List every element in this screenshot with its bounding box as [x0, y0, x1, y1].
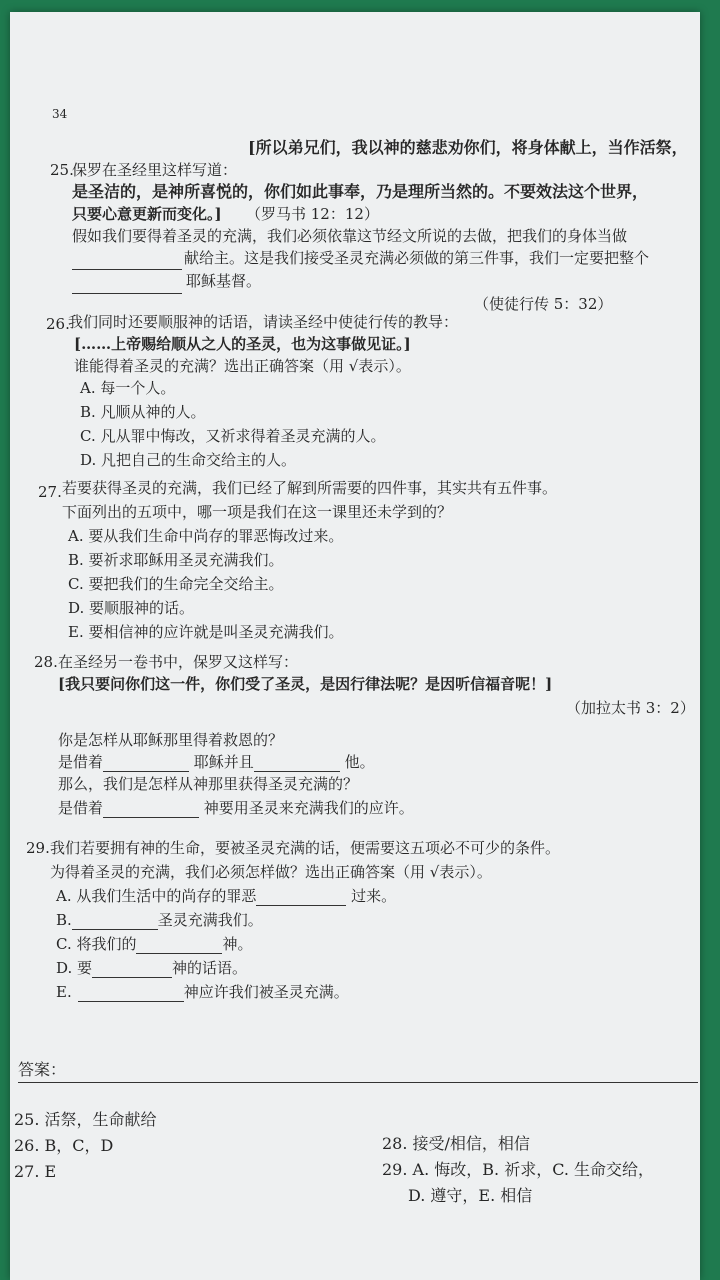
q27-option-b[interactable]: B. 要祈求耶稣用圣灵充满我们。 — [68, 551, 284, 569]
q29-option-d[interactable] — [56, 958, 247, 978]
q29-blank-c[interactable] — [136, 938, 222, 954]
q29-option-a-text: A. 从我们生活中的尚存的罪恶 — [56, 887, 257, 905]
q28-fill-2-prefix: 是借着 — [58, 799, 104, 817]
q25-intro: 保罗在圣经里这样写道： — [72, 161, 238, 179]
q29-option-c-suffix: 神。 — [222, 935, 253, 953]
q28-fill-1-suffix: 他。 — [344, 753, 375, 771]
answers-divider — [18, 1082, 698, 1083]
q26-text-line1: 我们同时还要顺服神的话语，请读圣经中使徒行传的教导： — [68, 313, 459, 331]
q29-option-e-text: E. — [56, 983, 72, 1001]
q28-text-line1: 在圣经另一卷书中，保罗又这样写： — [58, 653, 299, 671]
q29-blank-e[interactable] — [78, 986, 184, 1002]
answer-25: 25. 活祭，生命献给 — [14, 1110, 157, 1129]
q28-fill-2-suffix: 神要用圣灵来充满我们的应许。 — [203, 799, 414, 817]
q29-option-e[interactable] — [56, 982, 349, 1002]
q26-reference: （使徒行传 5：32） — [474, 295, 613, 313]
q28-fill-1-mid: 耶稣并且 — [193, 753, 254, 771]
q29-text-line1: 我们若要拥有神的生命，要被圣灵充满的话，便需要这五项必不可少的条件。 — [50, 839, 561, 857]
q28-fill-line-1 — [58, 752, 375, 772]
q29-option-d-text: D. 要 — [56, 959, 93, 977]
q29-option-b[interactable] — [56, 910, 263, 930]
q25-blank-1-row — [72, 250, 182, 270]
q29-blank-b[interactable] — [72, 914, 158, 930]
q28-fill-1-prefix: 是借着 — [58, 753, 104, 771]
q27-number: 27. — [38, 483, 62, 501]
q25-quote-line2: 是圣洁的，是神所喜悦的，你们如此事奉，乃是理所当然的。不要效法这个世界， — [72, 182, 649, 201]
q28-question-2: 那么，我们是怎样从神那里获得圣灵充满的？ — [58, 775, 359, 793]
q25-blank-1[interactable] — [72, 254, 182, 270]
q27-text-line1: 若要获得圣灵的充满，我们已经了解到所需要的四件事，其实共有五件事。 — [62, 479, 558, 497]
q26-question: 谁能得着圣灵的充满？选出正确答案（用 √表示）。 — [74, 357, 411, 375]
q28-question-1: 你是怎样从耶稣那里得着救恩的？ — [58, 731, 284, 749]
q27-option-a[interactable]: A. 要从我们生命中尚存的罪恶悔改过来。 — [68, 527, 344, 545]
q29-option-e-suffix: 神应许我们被圣灵充满。 — [183, 983, 349, 1001]
q25-blank-2[interactable] — [72, 278, 182, 294]
q29-option-a[interactable] — [56, 886, 396, 906]
q28-quote: [我只要问你们这一件，你们受了圣灵，是因行律法呢？是因听信福音呢！] — [58, 675, 553, 693]
q28-blank-1[interactable] — [103, 756, 189, 772]
workbook-page — [10, 12, 700, 1280]
q25-quote-line1: [所以弟兄们，我以神的慈悲劝你们，将身体献上，当作活祭， — [248, 138, 688, 157]
page-number: 34 — [52, 107, 68, 121]
answer-28: 28. 接受/相信，相信 — [382, 1134, 530, 1153]
answer-29-line1: 29. A. 悔改，B. 祈求，C. 生命交给， — [382, 1160, 655, 1179]
q29-option-c[interactable] — [56, 934, 253, 954]
q25-text-line4: 假如我们要得着圣灵的充满，我们必须依靠这节经文所说的去做，把我们的身体当做 — [72, 227, 628, 245]
q27-text-line2: 下面列出的五项中，哪一项是我们在这一课里还未学到的？ — [62, 503, 453, 521]
q29-blank-d[interactable] — [92, 962, 172, 978]
q29-option-b-text: B. — [56, 911, 72, 929]
q25-number: 25. — [50, 161, 74, 179]
q28-blank-2[interactable] — [254, 756, 340, 772]
q29-option-c-text: C. 将我们的 — [56, 935, 137, 953]
q28-fill-line-2 — [58, 798, 414, 818]
q27-option-c[interactable]: C. 要把我们的生命完全交给主。 — [68, 575, 284, 593]
q25-text-line5: 献给主。这是我们接受圣灵充满必须做的第三件事，我们一定要把整个 — [184, 249, 650, 267]
q26-option-d[interactable]: D. 凡把自己的生命交给主的人。 — [80, 451, 297, 469]
q28-blank-3[interactable] — [103, 802, 199, 818]
q25-reference: （罗马书 12：12） — [246, 205, 379, 223]
q25-quote-line3: 只要心意更新而变化。] — [72, 205, 222, 223]
q29-number: 29. — [26, 839, 50, 857]
q26-quote: [……上帝赐给顺从之人的圣灵，也为这事做见证。] — [74, 335, 411, 353]
q26-option-c[interactable]: C. 凡从罪中悔改，又祈求得着圣灵充满的人。 — [80, 427, 386, 445]
q29-blank-a[interactable] — [256, 890, 346, 906]
q29-option-b-suffix: 圣灵充满我们。 — [157, 911, 263, 929]
q29-text-line2: 为得着圣灵的充满，我们必须怎样做？选出正确答案（用 √表示）。 — [50, 863, 492, 881]
q28-reference: （加拉太书 3：2） — [566, 699, 695, 717]
q26-option-a[interactable]: A. 每一个人。 — [80, 379, 176, 397]
answer-29-line2: D. 遵守，E. 相信 — [408, 1186, 533, 1205]
answer-27: 27. E — [14, 1162, 57, 1181]
q29-option-a-suffix: 过来。 — [351, 887, 397, 905]
q26-option-b[interactable]: B. 凡顺从神的人。 — [80, 403, 206, 421]
q26-number: 26. — [46, 315, 70, 333]
q25-blank-2-row — [72, 274, 182, 294]
q27-option-e[interactable]: E. 要相信神的应许就是叫圣灵充满我们。 — [68, 623, 344, 641]
answer-26: 26. B，C，D — [14, 1136, 114, 1155]
q25-text-line6: 耶稣基督。 — [186, 272, 262, 290]
answers-heading: 答案： — [18, 1060, 67, 1079]
q27-option-d[interactable]: D. 要顺服神的话。 — [68, 599, 195, 617]
q28-number: 28. — [34, 653, 58, 671]
q29-option-d-suffix: 神的话语。 — [172, 959, 248, 977]
